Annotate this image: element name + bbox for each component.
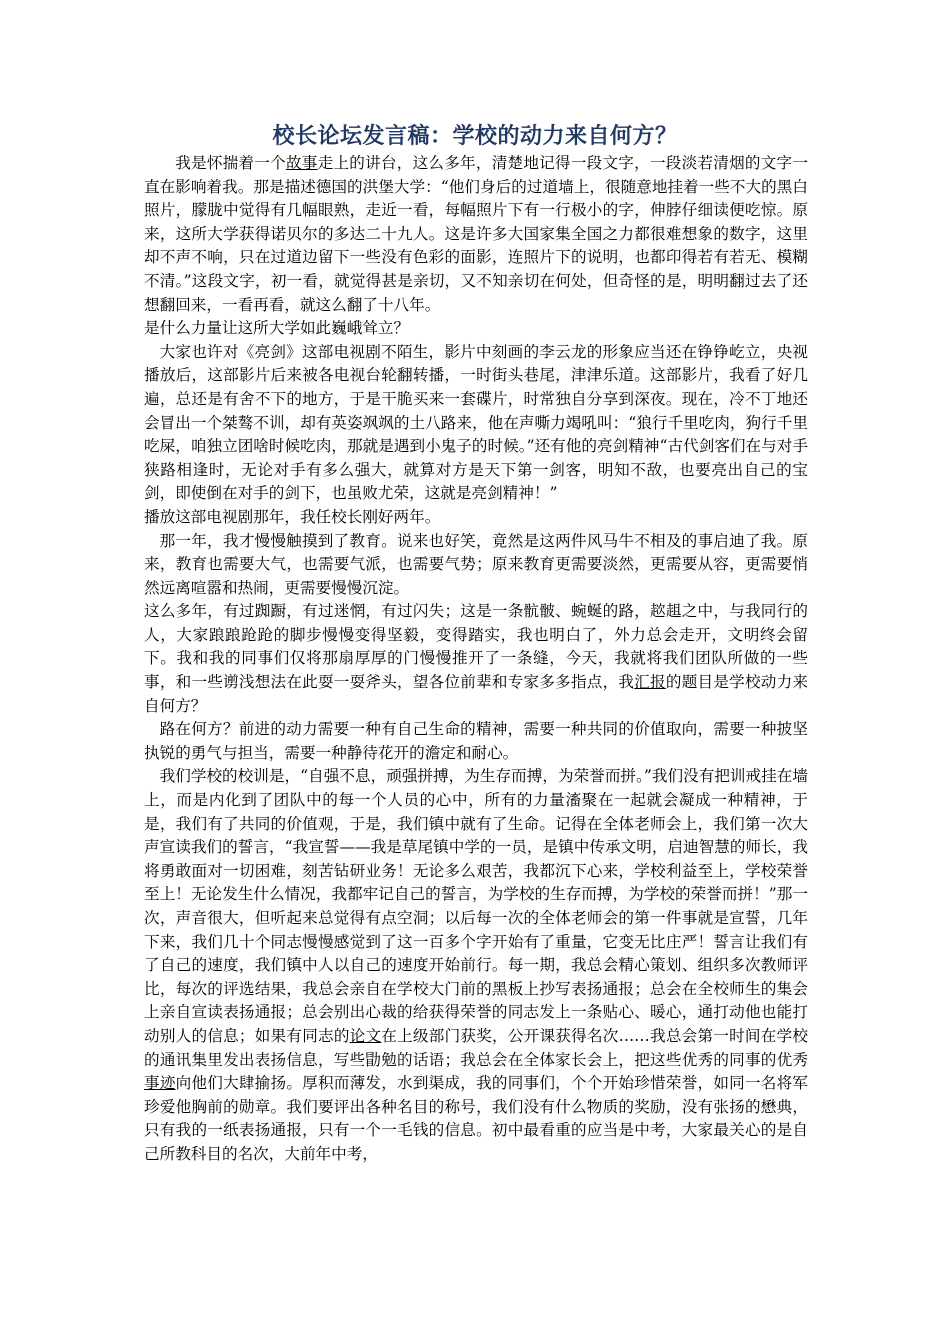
paragraph <box>144 765 808 1166</box>
document-body <box>144 152 808 1167</box>
paragraph <box>144 600 808 718</box>
paragraph-text: 我是怀揣着一个 <box>175 154 286 172</box>
document-title: 校长论坛发言稿：学校的动力来自何方？ <box>272 124 678 149</box>
paragraph-text: 在上级部门获奖，公开课获得名次……我总会第一时间在学校的通讯集里发出表扬信息，写些勖勉的话语；我总会在全体家长会上，把这些优秀的同事的优秀 <box>144 1026 808 1069</box>
paragraph <box>144 341 808 506</box>
paragraph-text: 是什么力量让这所大学如此巍峨耸立？ <box>144 319 410 338</box>
paragraph <box>144 317 808 341</box>
paragraph-text: 播放这部电视剧那年，我任校长刚好两年。 <box>144 507 441 526</box>
paragraph-text: 走上的讲台，这么多年，清楚地记得一段文字，一段淡若清烟的文字一直在影响着我。那是描述德国的洪堡大学：“他们身后的过道墙上，很随意地挂着一些不大的黑白照片，朦胧中觉得有几幅眼熟，走近一看，每幅照片下有一行极小的字，伸脖仔细读便吃惊。原来，这所大学获得诺贝尔的多达二十九人。这是许多大国家集全国之力都很难想象的数字，这里却不声不响，只在过道边留下一些没有色彩的面影，连照片下的说明，也都印得若有若无、模糊不清。”这段文字，初一看，就觉得甚是亲切，又不知亲切在何处，但奇怪的是，明明翻过去了还想翻回来，一看再看，就这么翻了十八年。 <box>144 154 808 314</box>
paragraph <box>144 506 808 530</box>
paragraph-text: 这么多年，有过踟蹰，有过迷惘，有过闪失；这是一条骯骳、蜿蜒的路，趑趄之中，与我同行的人，大家踉踉跄跄的脚步慢慢变得坚毅，变得踏实，我也明白了，外力总会走开，文明终会留下。我和我的同事们仅将那扇厚厚的门慢慢推开了一条缝，今天，我就将我们团队所做的一些事，和一些谫浅想法在此耍一耍斧头，望各位前辈和专家多多指点，我 <box>144 602 808 692</box>
underlined-text: 故事 <box>285 154 318 172</box>
paragraph-text: 我们学校的校训是，“自强不息，顽强拼搏，为生存而搏，为荣誉而拼。”我们没有把训戒挂在墙上，而是内化到了团队中的每一个人员的心中，所有的力量滀聚在一起就会凝成一种精神，于是，我们有了共同的价值观，于是，我们镇中就有了生命。记得在全体老师会上，我们第一次大声宣读我们的誓言，“我宣誓——我是草尾镇中学的一员，是镇中传承文明，启迪智慧的师长，我将勇敢面对一切困难，刻苦钻研业务！无论多么艰苦，我都沉下心来，学校利益至上，学校荣誉至上！无论发生什么情况，我都牢记自己的誓言，为学校的生存而搏，为学校的荣誉而拼！”那一次，声音很大，但听起来总觉得有点空洞；以后每一次的全体老师会的第一件事就是宣誓，几年下来，我们几十个同志慢慢感觉到了这一百多个字开始有了重量，它变无比庄严！誓言让我们有了自己的速度，我们镇中人以自己的速度开始前行。每一期，我总会精心策划、组织多次教师评比，每次的评选结果，我总会亲自在学校大门前的黑板上抄写表扬通报；总会在全校师生的集会上亲自宣读表扬通报；总会别出心裁的给获得荣誉的同志发上一条贴心、暖心，通打动他也能打动别人的信息；如果有同志的 <box>144 767 808 1045</box>
underlined-text: 事迹 <box>144 1074 176 1093</box>
paragraph-text: 向他们大肆揄扬。厚积而薄发，水到渠成，我的同事们，个个开始珍惜荣誉，如同一名将军珍爱他胸前的勋章。我们要评出各种名目的称号，我们没有什么物质的奖励，没有张扬的懋典，只有我的一纸表扬通报，只有一个一毛钱的信息。初中最看重的应当是中考，大家最关心的是自己所教科目的名次，大前年中考， <box>144 1074 808 1163</box>
paragraph <box>144 718 808 765</box>
paragraph-text: 路在何方？前进的动力需要一种有自己生命的精神，需要一种共同的价值取向，需要一种披坚执锐的勇气与担当，需要一种静待花开的澹定和耐心。 <box>144 720 808 762</box>
paragraph-text: 的题目是学校动力来自何方？ <box>144 673 808 715</box>
paragraph <box>144 530 808 601</box>
paragraph-text: 那一年，我才慢慢触摸到了教育。说来也好笑，竟然是这两件风马牛不相及的事启迪了我。原来，教育也需要大气，也需要气派，也需要气势；原来教育更需要淡然，更需要从容，更需要悄然远离喧嚣和热闹，更需要慢慢沉淀。 <box>144 531 808 597</box>
paragraph <box>144 152 808 317</box>
underlined-text: 论文 <box>349 1026 382 1045</box>
underlined-text: 汇报 <box>634 673 666 692</box>
paragraph-text: 大家也许对《亮剑》这部电视剧不陌生，影片中刻画的李云龙的形象应当还在铮铮屹立，央视播放后，这部影片后来被各电视台轮翻转播，一时街头巷尾，津津乐道。这部影片，我看了好几遍，总还是有舍不下的地方，于是干脆买来一套碟片，时常独自分享到深夜。现在，冷不丁地还会冒出一个桀骜不训，却有英姿飒飒的土八路来，他在声嘶力竭吼叫：“狼行千里吃肉，狗行千里吃屎，咱独立团啥时候吃肉，那就是遇到小鬼子的时候。”还有他的亮剑精神“古代剑客们在与对手狭路相逢时，无论对手有多么强大，就算对方是天下第一剑客，明知不敌，也要亮出自己的宝剑，即使倒在对手的剑下，也虽败尤荣，这就是亮剑精神！” <box>144 342 808 503</box>
